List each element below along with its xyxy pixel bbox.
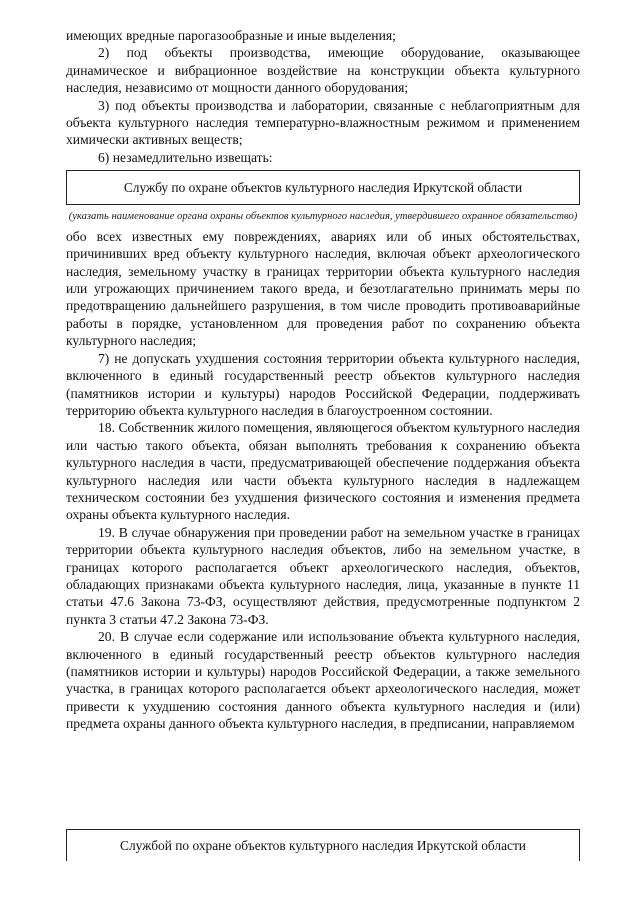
list-item-3: 3) под объекты производства и лаборатории, связанные с неблагоприятным для объекта культурного наследия температурно-влажностным режимом и применением химически активных веществ; [66, 97, 580, 148]
document-page [66, 27, 580, 733]
authority-name-box: Службу по охране объектов культурного наследия Иркутской области [66, 170, 580, 205]
paragraph-20: 20. В случае если содержание или использование объекта культурного наследия, включенного в единый государственный реестр объектов культурного наследия (памятников истории и культуры) народов Российской Федерации, а также земельного участка, в границах которого располагается объект археологического наследия, может привести к ухудшению состояния данного объекта культурного наследия и (или) предмета охраны данного объекта культурного наследия, в предписании, направляемом [66, 629, 580, 732]
list-item-6: 6) незамедлительно извещать: [98, 149, 273, 165]
list-item-7: 7) не допускать ухудшения состояния территории объекта культурного наследия, включенного в единый государственный реестр объектов культурного наследия (памятников истории и культуры) народов Российской Федерации, поддерживать территорию объекта культурного наследия в благоустроенном состоянии. [66, 350, 580, 418]
text-line: имеющих вредные парогазообразные и иные выделения; [66, 28, 396, 43]
paragraph-18: 18. Собственник жилого помещения, являющегося объектом культурного наследия или частью такого объекта, обязан выполнять требования к сохранению объекта культурного наследия в части, предусматривающей обеспечение поддержания объекта культурного наследия или части объекта культурного наследия в надлежащем техническом состоянии без ухудшения физического состояния и изменения предмета охраны объекта культурного наследия. [66, 420, 580, 523]
paragraph-19: 19. В случае обнаружения при проведении работ на земельном участке в границах территории объекта культурного наследия объектов, либо на земельном участке, в границах которого располагается объект археологического наследия, объектов, обладающих признаками объекта культурного наследия, лица, указанные в пункте 11 статьи 47.6 Закона 73-ФЗ, осуществляют действия, предусмотренные подпунктом 2 пункта 3 статьи 47.2 Закона 73-ФЗ. [66, 524, 580, 627]
field-caption: (указать наименование органа охраны объектов культурного наследия, утвердившего охранное обязательство) [68, 211, 578, 223]
authority-name-box-bottom: Службой по охране объектов культурного наследия Иркутской области [66, 829, 580, 861]
paragraph-continuation: обо всех известных ему повреждениях, авариях или об иных обстоятельствах, причинивших вред объекту культурного наследия, включая объект археологического наследия, земельному участку в границах территории объекта культурного наследия или угрожающих причинением такого вреда, и безотлагательно принимать меры по предотвращению дальнейшего разрушения, в том числе проводить противоаварийные работы в порядке, установленном для проведения работ по сохранению объекта культурного наследия; [66, 228, 580, 349]
list-item-2: 2) под объекты производства, имеющие оборудование, оказывающее динамическое и вибрационное воздействие на конструкции объекта культурного наследия, независимо от мощности данного оборудования; [66, 45, 580, 96]
